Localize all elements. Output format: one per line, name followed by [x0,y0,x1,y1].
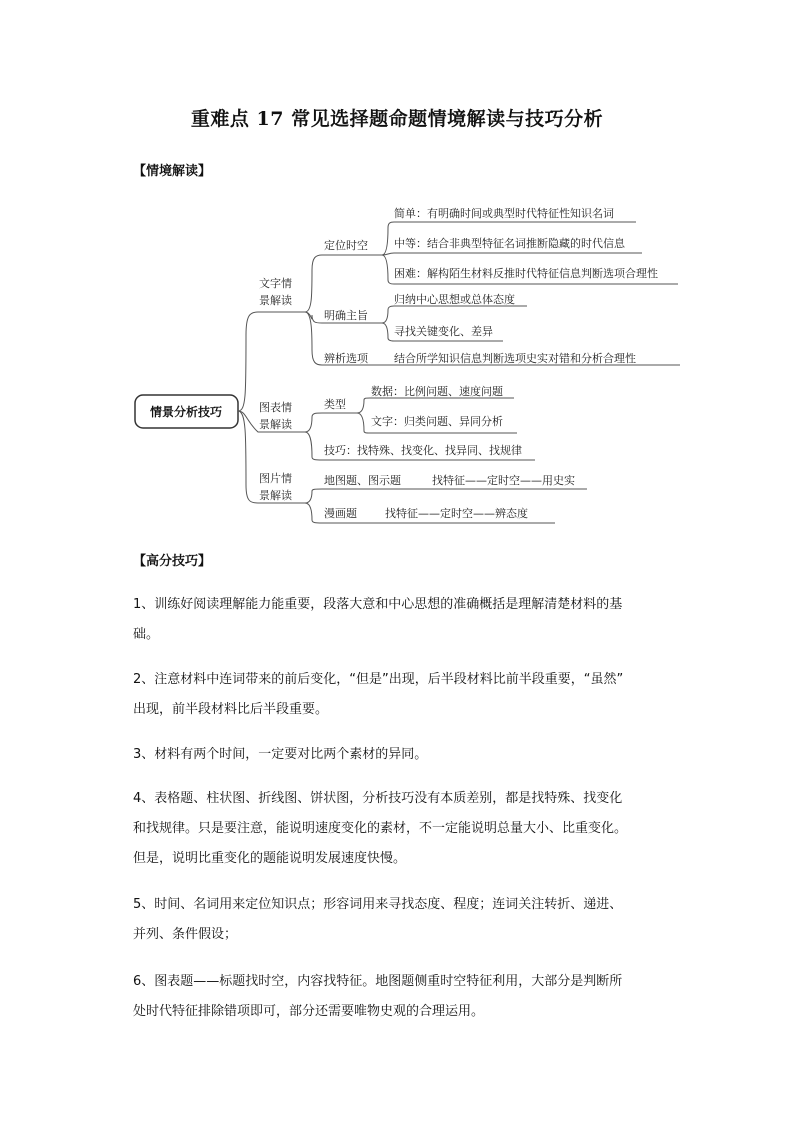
locate-hard: 困难：解构陌生材料反推时代特征信息判断选项合理性 [394,267,658,280]
section-heading-tips: 【高分技巧】 [133,554,212,569]
tip-4-line-1: 4、表格题、柱状图、折线图、饼状图，分析技巧没有本质差别，都是找特殊、找变化 [133,791,623,806]
locate-label: 定位时空 [324,239,368,252]
tip-paragraph-6 [133,967,673,1027]
tip-paragraph-4 [133,784,673,874]
text-branch-line1: 文字情 [259,277,292,290]
tip-4-line-2: 和找规律。只是要注意，能说明速度变化的素材，不一定能说明总量大小、比重变化。 [133,821,628,836]
tip-paragraph-2 [133,665,673,725]
mind-map [0,195,794,540]
discern-label: 辨析选项 [324,352,368,365]
locate-mid: 中等：结合非典型特征名词推断隐藏的时代信息 [394,237,625,250]
text-branch-line2: 景解读 [259,294,292,307]
tip-2-line-1: 2、注意材料中连词带来的前后变化，“但是”出现，后半段材料比前半段重要，“虽然” [133,672,624,687]
tip-5-line-1: 5、时间、名词用来定位知识点；形容词用来寻找态度、程度；连词关注转折、递进、 [133,897,623,912]
section-heading-scenario: 【情境解读】 [133,164,212,179]
tip-6-line-2: 处时代特征排除错项即可，部分还需要唯物史观的合理运用。 [133,1004,485,1019]
cartoon-label: 漫画题 [324,507,357,520]
skill-label: 技巧：找特殊、找变化、找异同、找规律 [324,444,522,457]
tip-1-line-1: 1、训练好阅读理解能力能重要，段落大意和中心思想的准确概括是理解清楚材料的基 [133,597,623,612]
tip-4-line-3: 但是，说明比重变化的题能说明发展速度快慢。 [133,851,407,866]
tip-3-line-1: 3、材料有两个时间，一定要对比两个素材的异同。 [133,747,428,762]
tip-1-line-2: 础。 [133,627,160,642]
tip-paragraph-1 [133,590,673,650]
cartoon-method: 找特征——定时空——辨态度 [385,507,528,520]
root-connector [238,312,305,411]
chart-branch-line1: 图表情 [259,401,292,414]
map-label: 地图题、图示题 [324,474,401,487]
theme-label: 明确主旨 [324,309,368,322]
map-method: 找特征——定时空——用史实 [432,474,575,487]
tip-6-line-1: 6、图表题——标题找时空，内容找特征。地图题侧重时空特征利用，大部分是判断所 [133,974,623,989]
theme-a: 归纳中心思想或总体态度 [394,293,515,306]
discern-a: 结合所学知识信息判断选项史实对错和分析合理性 [394,352,636,365]
tip-paragraph-5 [133,890,673,950]
page-title: 重难点 17 常见选择题命题情境解读与技巧分析 [190,108,604,130]
chart-branch-line2: 景解读 [259,418,292,431]
tip-2-line-2: 出现，前半段材料比后半段重要。 [133,702,329,717]
tip-paragraph-3 [133,740,673,770]
image-branch-line2: 景解读 [259,489,292,502]
image-branch-line1: 图片情 [259,472,292,485]
type-data: 数据：比例问题、速度问题 [371,385,503,398]
tip-5-line-2: 并列、条件假设； [133,927,238,942]
root-node-label: 情景分析技巧 [149,405,223,419]
type-label: 类型 [324,398,346,411]
type-text: 文字：归类问题、异同分析 [371,415,503,428]
theme-b: 寻找关键变化、差异 [394,325,493,338]
locate-easy: 简单：有明确时间或典型时代特征性知识名词 [394,207,614,220]
